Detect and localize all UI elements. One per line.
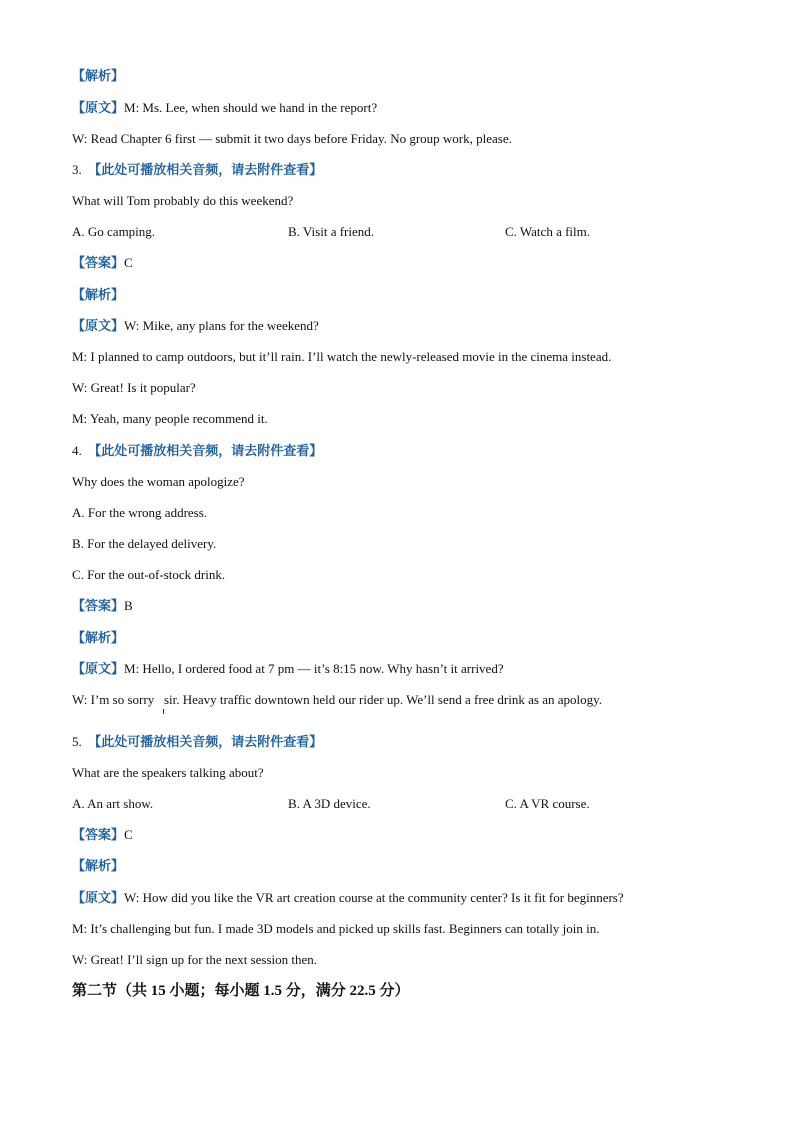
question-number-line — [72, 162, 322, 178]
transcript-line: M: I planned to camp outdoors, but it’ll rain. I’ll watch the newly-released movie in the cinema instead. — [72, 349, 612, 364]
analysis-tag — [72, 630, 124, 646]
question-number-line — [72, 734, 322, 750]
question-number-line — [72, 443, 322, 459]
analysis-label: 【解析】 — [72, 287, 125, 302]
transcript-text: W: How did you like the VR art creation course at the community center? Is it fit for beginners? — [124, 890, 624, 905]
transcript-label: 【原文】 — [72, 661, 125, 676]
answer-label: 【答案】 — [72, 255, 125, 270]
analysis-tag — [72, 287, 124, 303]
question-number: 4. — [72, 443, 82, 458]
question-number: 5. — [72, 734, 82, 749]
transcript-text: M: Hello, I ordered food at 7 pm — it’s 8:15 now. Why hasn’t it arrived? — [124, 661, 504, 676]
analysis-label: 【解析】 — [72, 858, 125, 873]
analysis-label: 【解析】 — [72, 630, 125, 645]
transcript-label: 【原文】 — [72, 100, 125, 115]
transcript-line: W: Great! I’ll sign up for the next session then. — [72, 952, 318, 967]
option-b: B. A 3D device. — [288, 796, 371, 811]
transcript-text: sir. Heavy traffic downtown held our rider up. We’ll send a free drink as an apology. — [163, 692, 603, 707]
question-text: What will Tom probably do this weekend? — [72, 193, 294, 208]
stray-mark — [163, 709, 164, 714]
question-number: 3. — [72, 162, 82, 177]
audio-note: 【此处可播放相关音频，请去附件查看】 — [88, 162, 323, 177]
transcript-line: W: Read Chapter 6 first — submit it two days before Friday. No group work, please. — [72, 131, 512, 146]
transcript-line — [72, 318, 319, 334]
transcript-line — [72, 890, 624, 906]
option-c: C. A VR course. — [505, 796, 590, 811]
transcript-line — [72, 661, 504, 677]
answer-value: C — [124, 827, 133, 842]
answer-line — [72, 255, 133, 271]
transcript-line — [72, 100, 377, 116]
transcript-line: M: Yeah, many people recommend it. — [72, 411, 268, 426]
audio-note: 【此处可播放相关音频，请去附件查看】 — [88, 443, 323, 458]
transcript-text: W: Mike, any plans for the weekend? — [124, 318, 319, 333]
answer-line — [72, 827, 133, 843]
option-c: C. Watch a film. — [505, 224, 591, 239]
answer-value: C — [124, 255, 133, 270]
section-heading: 第二节（共 15 小题；每小题 1.5 分，满分 22.5 分） — [72, 983, 410, 999]
transcript-line: W: Great! Is it popular? — [72, 380, 196, 395]
question-text: What are the speakers talking about? — [72, 765, 264, 780]
transcript-label: 【原文】 — [72, 890, 125, 905]
answer-label: 【答案】 — [72, 827, 125, 842]
analysis-tag — [72, 858, 124, 874]
option-a: A. For the wrong address. — [72, 505, 208, 520]
transcript-label: 【原文】 — [72, 318, 125, 333]
option-b: B. Visit a friend. — [288, 224, 374, 239]
question-text: Why does the woman apologize? — [72, 474, 245, 489]
option-b: B. For the delayed delivery. — [72, 536, 217, 551]
option-c: C. For the out-of-stock drink. — [72, 567, 226, 582]
answer-label: 【答案】 — [72, 598, 125, 613]
answer-value: B — [124, 598, 133, 613]
transcript-text: M: Ms. Lee, when should we hand in the report? — [124, 100, 378, 115]
answer-line — [72, 598, 133, 614]
analysis-label: 【解析】 — [72, 68, 125, 83]
option-a: A. An art show. — [72, 796, 154, 811]
transcript-text: W: I’m so sorry — [72, 692, 155, 707]
analysis-tag — [72, 68, 124, 84]
transcript-line — [72, 692, 602, 708]
option-a: A. Go camping. — [72, 224, 156, 239]
transcript-line: M: It’s challenging but fun. I made 3D models and picked up skills fast. Beginners can totally join in. — [72, 921, 600, 936]
audio-note: 【此处可播放相关音频，请去附件查看】 — [88, 734, 323, 749]
